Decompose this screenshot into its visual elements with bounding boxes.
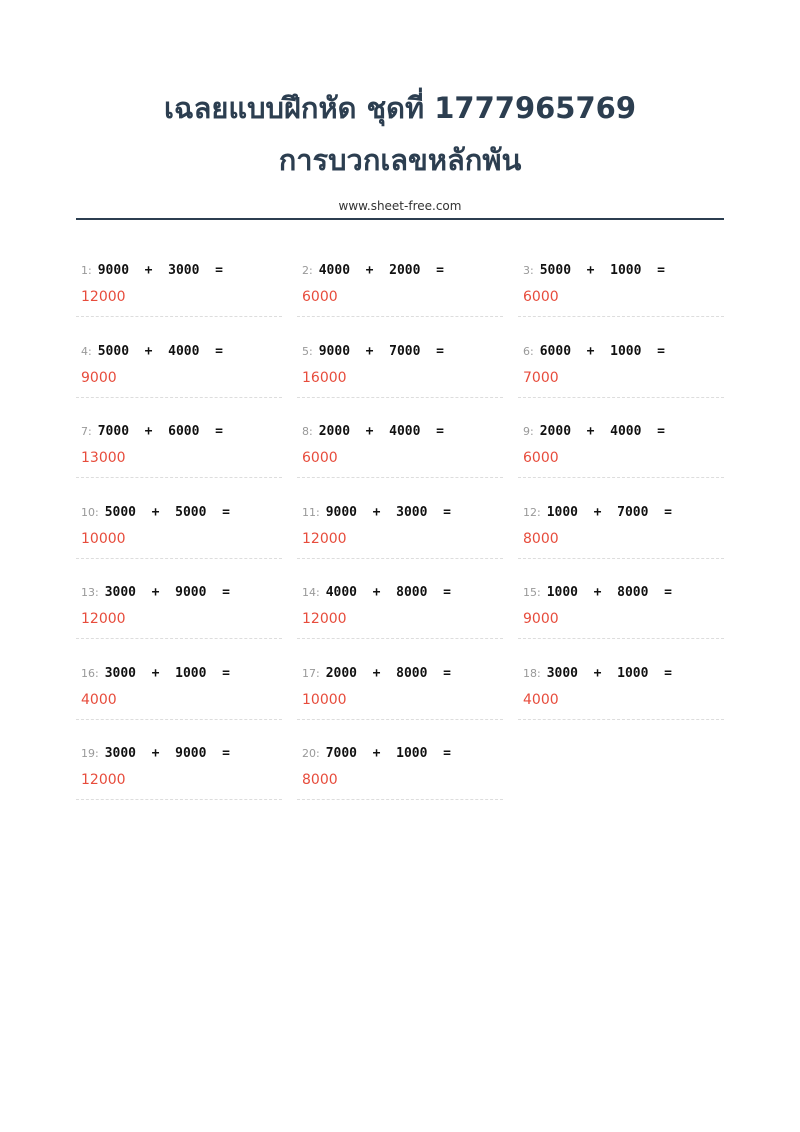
website-label: www.sheet-free.com — [338, 199, 462, 213]
problem-question — [523, 342, 665, 360]
problem-answer: 13000 — [81, 450, 126, 466]
problem-item — [76, 321, 282, 398]
problem-expression: 3000 + 9000 = — [104, 585, 230, 600]
problem-expression: 7000 + 1000 = — [325, 746, 451, 761]
problem-answer: 6000 — [523, 289, 559, 305]
problem-expression: 2000 + 8000 = — [325, 665, 451, 681]
problem-answer: 9000 — [81, 369, 117, 386]
problem-expression: 9000 + 7000 = — [318, 343, 444, 359]
problem-answer: 12000 — [81, 611, 126, 627]
problem-question — [523, 583, 672, 601]
problem-question — [523, 261, 665, 279]
problem-question — [302, 744, 451, 762]
problem-item — [76, 482, 282, 559]
problem-question — [81, 744, 230, 762]
problem-expression: 5000 + 4000 = — [97, 343, 223, 359]
problem-expression: 5000 + 1000 = — [539, 263, 665, 278]
problem-question — [81, 422, 223, 440]
problem-question — [302, 261, 444, 279]
problem-expression: 2000 + 4000 = — [539, 424, 665, 439]
problem-question — [81, 664, 230, 682]
problem-number: 20: — [302, 747, 320, 760]
problem-expression: 9000 + 3000 = — [97, 263, 223, 278]
problem-answer: 10000 — [302, 691, 347, 708]
problem-question — [81, 261, 223, 279]
problem-item — [76, 643, 282, 720]
problem-item — [76, 562, 282, 639]
problem-question — [523, 503, 672, 521]
page-title: เฉลยแบบฝึกหัด ชุดที่ 1777965769 — [163, 91, 637, 125]
problem-expression: 9000 + 3000 = — [325, 504, 451, 520]
problem-number: 19: — [81, 747, 99, 760]
worksheet-header — [0, 82, 800, 214]
problem-item — [76, 401, 282, 478]
problem-item — [297, 321, 503, 398]
problem-question — [302, 583, 451, 601]
problem-number: 5: — [302, 344, 313, 358]
problem-answer: 9000 — [523, 611, 559, 627]
problem-answer: 12000 — [81, 289, 126, 305]
problem-number: 7: — [81, 425, 92, 438]
problem-answer: 8000 — [302, 772, 338, 788]
problem-item — [518, 401, 724, 478]
problem-expression: 4000 + 8000 = — [325, 585, 451, 600]
problem-question — [81, 583, 230, 601]
header-divider — [76, 218, 724, 220]
problem-number: 2: — [302, 264, 313, 277]
problem-number: 12: — [523, 505, 541, 519]
problem-number: 11: — [302, 505, 320, 519]
problem-answer: 4000 — [81, 691, 117, 708]
problem-grid — [76, 240, 724, 804]
problem-answer: 4000 — [523, 691, 559, 708]
problem-question — [302, 664, 451, 682]
problem-expression: 4000 + 2000 = — [318, 263, 444, 278]
problem-question — [302, 422, 444, 440]
problem-number: 14: — [302, 586, 320, 599]
problem-number: 4: — [81, 344, 92, 358]
problem-answer: 16000 — [302, 369, 347, 386]
problem-question — [81, 342, 223, 360]
problem-answer: 7000 — [523, 369, 559, 386]
problem-answer: 8000 — [523, 530, 559, 547]
problem-number: 18: — [523, 666, 541, 680]
problem-answer: 12000 — [302, 530, 347, 547]
problem-item — [297, 723, 503, 800]
problem-item — [518, 482, 724, 559]
problem-answer: 6000 — [302, 289, 338, 305]
problem-number: 10: — [81, 505, 99, 519]
problem-expression: 5000 + 5000 = — [104, 504, 230, 520]
problem-number: 13: — [81, 586, 99, 599]
problem-answer: 6000 — [523, 450, 559, 466]
problem-item — [518, 240, 724, 317]
problem-question — [523, 664, 672, 682]
problem-number: 9: — [523, 425, 534, 438]
problem-item — [518, 643, 724, 720]
problem-item — [76, 240, 282, 317]
problem-item — [297, 240, 503, 317]
problem-question — [302, 342, 444, 360]
problem-answer: 12000 — [302, 611, 347, 627]
problem-question — [81, 503, 230, 521]
problem-answer: 12000 — [81, 772, 126, 788]
problem-expression: 3000 + 1000 = — [104, 665, 230, 681]
problem-answer: 10000 — [81, 530, 126, 547]
problem-expression: 6000 + 1000 = — [539, 343, 665, 359]
problem-item — [76, 723, 282, 800]
problem-expression: 3000 + 9000 = — [104, 746, 230, 761]
problem-number: 3: — [523, 264, 534, 277]
problem-item — [297, 643, 503, 720]
problem-item — [297, 482, 503, 559]
problem-expression: 1000 + 8000 = — [546, 585, 672, 600]
problem-answer: 6000 — [302, 450, 338, 466]
problem-item — [297, 562, 503, 639]
problem-number: 6: — [523, 344, 534, 358]
problem-number: 15: — [523, 586, 541, 599]
problem-expression: 2000 + 4000 = — [318, 424, 444, 439]
problem-question — [302, 503, 451, 521]
problem-item — [297, 401, 503, 478]
problem-number: 8: — [302, 425, 313, 438]
problem-number: 1: — [81, 264, 92, 277]
problem-question — [523, 422, 665, 440]
problem-item — [518, 562, 724, 639]
problem-number: 17: — [302, 666, 320, 680]
problem-item — [518, 321, 724, 398]
problem-number: 16: — [81, 666, 99, 680]
problem-expression: 3000 + 1000 = — [546, 665, 672, 681]
problem-expression: 7000 + 6000 = — [97, 424, 223, 439]
problem-expression: 1000 + 7000 = — [546, 504, 672, 520]
page-subtitle: การบวกเลขหลักพัน — [278, 143, 522, 177]
